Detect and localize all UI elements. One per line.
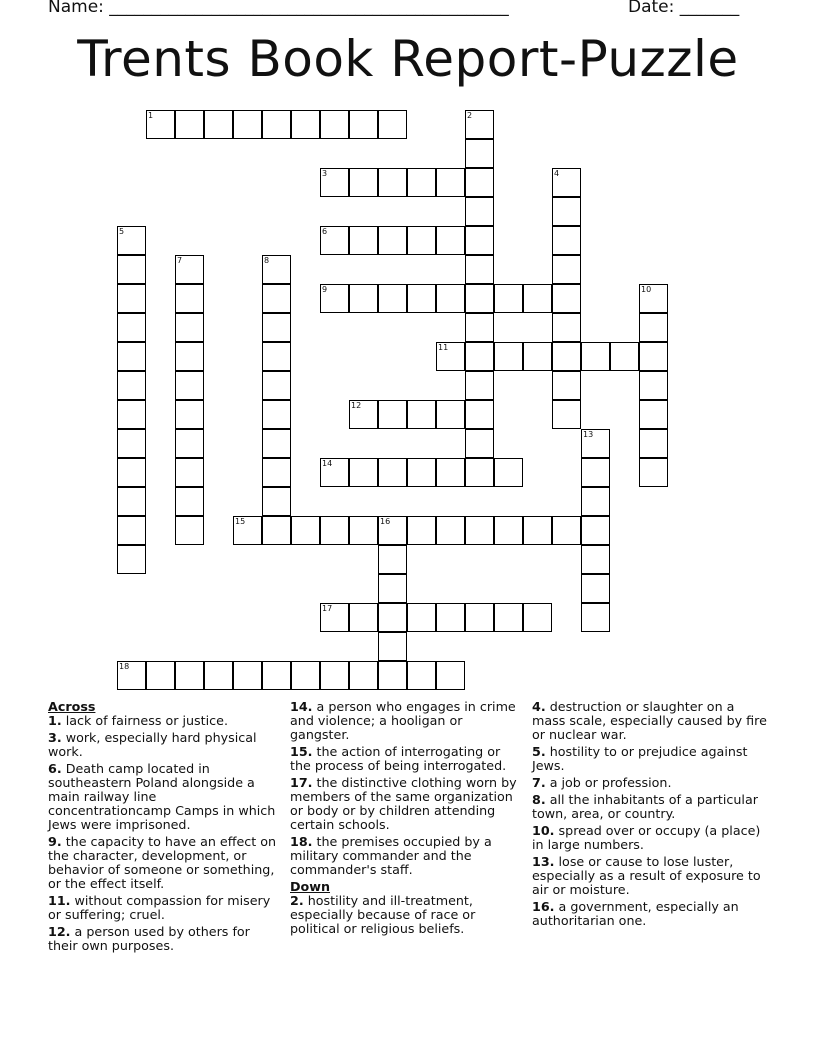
grid-cell[interactable] [378, 284, 407, 313]
grid-cell[interactable] [581, 429, 610, 458]
grid-cell[interactable] [378, 632, 407, 661]
grid-cell[interactable] [204, 661, 233, 690]
clue-number: 4. [532, 699, 546, 714]
grid-cell[interactable] [494, 284, 523, 313]
clue-column-3 [532, 700, 767, 931]
clue-across-17 [290, 776, 522, 832]
clue-text: destruction or slaughter on a mass scale, especially caused by fire or nuclear war. [532, 699, 767, 742]
clue-number: 1. [48, 713, 62, 728]
grid-cell[interactable] [175, 371, 204, 400]
grid-cell[interactable] [320, 458, 349, 487]
cell-number: 15 [235, 517, 246, 526]
grid-cell[interactable] [320, 168, 349, 197]
cell-number: 16 [380, 517, 391, 526]
grid-cell[interactable] [117, 458, 146, 487]
grid-cell[interactable] [552, 226, 581, 255]
grid-cell[interactable] [465, 342, 494, 371]
grid-cell[interactable] [494, 603, 523, 632]
cell-number: 8 [264, 256, 270, 265]
grid-cell[interactable] [407, 603, 436, 632]
grid-cell[interactable] [581, 458, 610, 487]
grid-cell[interactable] [262, 110, 291, 139]
clue-number: 12. [48, 924, 71, 939]
cell-number: 14 [322, 459, 333, 468]
grid-cell[interactable] [407, 661, 436, 690]
grid-cell[interactable] [436, 516, 465, 545]
clue-text: a job or profession. [549, 775, 672, 790]
clue-down-13 [532, 855, 767, 897]
grid-cell[interactable] [523, 342, 552, 371]
grid-cell[interactable] [262, 284, 291, 313]
grid-cell[interactable] [465, 429, 494, 458]
clue-across-1 [48, 714, 280, 728]
clue-across-15 [290, 745, 522, 773]
grid-cell[interactable] [465, 603, 494, 632]
clue-across-6 [48, 762, 280, 832]
clue-text: hostility and ill-treatment, especially because of race or political or religious beliefs. [290, 893, 476, 936]
grid-cell[interactable] [262, 429, 291, 458]
down-heading: Down [290, 879, 331, 894]
grid-cell[interactable] [175, 110, 204, 139]
grid-cell[interactable] [465, 313, 494, 342]
grid-cell[interactable] [378, 603, 407, 632]
clue-down-5 [532, 745, 767, 773]
clue-number: 17. [290, 775, 313, 790]
grid-cell[interactable] [320, 661, 349, 690]
grid-cell[interactable] [291, 516, 320, 545]
grid-cell[interactable] [378, 458, 407, 487]
cell-number: 3 [322, 169, 328, 178]
name-field-label: Name: _______________________________________________ [48, 0, 509, 17]
clue-text: the premises occupied by a military commander and the commander's staff. [290, 834, 492, 877]
clue-text: a person used by others for their own purposes. [48, 924, 250, 953]
grid-cell[interactable] [407, 226, 436, 255]
clue-number: 9. [48, 834, 62, 849]
grid-cell[interactable] [639, 429, 668, 458]
grid-cell[interactable] [465, 371, 494, 400]
clue-number: 14. [290, 699, 313, 714]
grid-cell[interactable] [639, 342, 668, 371]
grid-cell[interactable] [117, 429, 146, 458]
grid-cell[interactable] [581, 487, 610, 516]
clue-down-4 [532, 700, 767, 742]
grid-cell[interactable] [175, 284, 204, 313]
grid-cell[interactable] [465, 458, 494, 487]
grid-cell[interactable] [175, 400, 204, 429]
grid-cell[interactable] [175, 313, 204, 342]
grid-cell[interactable] [581, 603, 610, 632]
grid-cell[interactable] [552, 284, 581, 313]
grid-cell[interactable] [552, 313, 581, 342]
cell-number: 11 [438, 343, 449, 352]
grid-cell[interactable] [465, 400, 494, 429]
cell-number: 18 [119, 662, 130, 671]
grid-cell[interactable] [262, 255, 291, 284]
clue-down-16 [532, 900, 767, 928]
clue-down-2 [290, 894, 522, 936]
grid-cell[interactable] [465, 255, 494, 284]
grid-cell[interactable] [320, 284, 349, 313]
clue-number: 18. [290, 834, 313, 849]
grid-cell[interactable] [117, 226, 146, 255]
grid-cell[interactable] [378, 168, 407, 197]
grid-cell[interactable] [523, 603, 552, 632]
grid-cell[interactable] [465, 516, 494, 545]
cell-number: 5 [119, 227, 125, 236]
grid-cell[interactable] [320, 603, 349, 632]
clue-text: lack of fairness or justice. [65, 713, 228, 728]
cell-number: 17 [322, 604, 333, 613]
clue-down-8 [532, 793, 767, 821]
grid-cell[interactable] [117, 661, 146, 690]
grid-cell[interactable] [378, 400, 407, 429]
clue-text: the capacity to have an effect on the character, development, or behavior of someone or something, or the effect itself. [48, 834, 277, 891]
grid-cell[interactable] [146, 110, 175, 139]
grid-cell[interactable] [494, 458, 523, 487]
grid-cell[interactable] [175, 458, 204, 487]
cell-number: 4 [554, 169, 560, 178]
grid-cell[interactable] [262, 458, 291, 487]
grid-cell[interactable] [349, 661, 378, 690]
grid-cell[interactable] [581, 574, 610, 603]
grid-cell[interactable] [436, 603, 465, 632]
grid-cell[interactable] [407, 284, 436, 313]
clue-down-7 [532, 776, 767, 790]
cell-number: 2 [467, 111, 473, 120]
clue-text: a government, especially an authoritarian one. [532, 899, 739, 928]
grid-cell[interactable] [291, 110, 320, 139]
grid-cell[interactable] [146, 661, 175, 690]
cell-number: 13 [583, 430, 594, 439]
grid-cell[interactable] [262, 661, 291, 690]
grid-cell[interactable] [639, 371, 668, 400]
grid-cell[interactable] [436, 661, 465, 690]
grid-cell[interactable] [407, 458, 436, 487]
clue-text: spread over or occupy (a place) in large numbers. [532, 823, 761, 852]
grid-cell[interactable] [349, 168, 378, 197]
grid-cell[interactable] [117, 487, 146, 516]
grid-cell[interactable] [378, 110, 407, 139]
clue-number: 3. [48, 730, 62, 745]
page-title: Trents Book Report-Puzzle [77, 30, 739, 88]
grid-cell[interactable] [552, 255, 581, 284]
grid-cell[interactable] [117, 255, 146, 284]
grid-cell[interactable] [117, 284, 146, 313]
grid-cell[interactable] [436, 226, 465, 255]
clue-text: a person who engages in crime and violence; a hooligan or gangster. [290, 699, 516, 742]
grid-cell[interactable] [552, 371, 581, 400]
grid-cell[interactable] [523, 516, 552, 545]
cell-number: 9 [322, 285, 328, 294]
grid-cell[interactable] [465, 168, 494, 197]
grid-cell[interactable] [233, 661, 262, 690]
clue-column-2 [290, 700, 522, 939]
grid-cell[interactable] [320, 226, 349, 255]
grid-cell[interactable] [204, 110, 233, 139]
grid-cell[interactable] [262, 487, 291, 516]
grid-cell[interactable] [175, 516, 204, 545]
clue-number: 7. [532, 775, 546, 790]
grid-cell[interactable] [349, 603, 378, 632]
grid-cell[interactable] [465, 110, 494, 139]
clue-text: the distinctive clothing worn by members of the same organization or body or by children attending certain schools. [290, 775, 517, 832]
grid-cell[interactable] [436, 168, 465, 197]
clue-text: hostility to or prejudice against Jews. [532, 744, 748, 773]
grid-cell[interactable] [407, 400, 436, 429]
grid-cell[interactable] [175, 661, 204, 690]
grid-cell[interactable] [436, 342, 465, 371]
grid-cell[interactable] [465, 226, 494, 255]
grid-cell[interactable] [552, 516, 581, 545]
grid-cell[interactable] [349, 284, 378, 313]
clue-text: the action of interrogating or the process of being interrogated. [290, 744, 507, 773]
clue-text: without compassion for misery or suffering; cruel. [48, 893, 271, 922]
grid-cell[interactable] [262, 400, 291, 429]
clue-text: work, especially hard physical work. [48, 730, 257, 759]
grid-cell[interactable] [378, 545, 407, 574]
clue-across-9 [48, 835, 280, 891]
grid-cell[interactable] [117, 313, 146, 342]
clue-number: 6. [48, 761, 62, 776]
grid-cell[interactable] [175, 429, 204, 458]
clue-number: 5. [532, 744, 546, 759]
clue-across-3 [48, 731, 280, 759]
grid-cell[interactable] [639, 284, 668, 313]
grid-cell[interactable] [262, 371, 291, 400]
grid-cell[interactable] [552, 197, 581, 226]
clue-number: 8. [532, 792, 546, 807]
grid-cell[interactable] [175, 255, 204, 284]
date-field-label: Date: _______ [628, 0, 740, 17]
grid-cell[interactable] [581, 545, 610, 574]
grid-cell[interactable] [349, 400, 378, 429]
grid-cell[interactable] [175, 487, 204, 516]
grid-cell[interactable] [552, 400, 581, 429]
grid-cell[interactable] [117, 400, 146, 429]
grid-cell[interactable] [117, 342, 146, 371]
grid-cell[interactable] [494, 342, 523, 371]
clue-text: all the inhabitants of a particular town, area, or country. [532, 792, 758, 821]
grid-cell[interactable] [378, 661, 407, 690]
clue-number: 2. [290, 893, 304, 908]
grid-cell[interactable] [639, 400, 668, 429]
grid-cell[interactable] [378, 574, 407, 603]
clue-down-10 [532, 824, 767, 852]
grid-cell[interactable] [436, 284, 465, 313]
grid-cell[interactable] [262, 516, 291, 545]
grid-cell[interactable] [639, 458, 668, 487]
grid-cell[interactable] [320, 110, 349, 139]
grid-cell[interactable] [117, 545, 146, 574]
clue-across-11 [48, 894, 280, 922]
grid-cell[interactable] [349, 516, 378, 545]
clue-number: 10. [532, 823, 555, 838]
grid-cell[interactable] [233, 110, 262, 139]
cell-number: 1 [148, 111, 154, 120]
grid-cell[interactable] [639, 313, 668, 342]
grid-cell[interactable] [349, 458, 378, 487]
clue-text: lose or cause to lose luster, especially as a result of exposure to air or moisture. [532, 854, 761, 897]
cell-number: 6 [322, 227, 328, 236]
grid-cell[interactable] [349, 226, 378, 255]
clue-across-18 [290, 835, 522, 877]
grid-cell[interactable] [552, 342, 581, 371]
grid-cell[interactable] [378, 226, 407, 255]
grid-cell[interactable] [581, 342, 610, 371]
grid-cell[interactable] [378, 516, 407, 545]
grid-cell[interactable] [407, 516, 436, 545]
grid-cell[interactable] [320, 516, 349, 545]
clue-text: Death camp located in southeastern Poland alongside a main railway line concentrationcamp Camps in which Jews were imprisoned. [48, 761, 276, 832]
grid-cell[interactable] [465, 139, 494, 168]
clue-across-12 [48, 925, 280, 953]
grid-cell[interactable] [610, 342, 639, 371]
clue-number: 15. [290, 744, 313, 759]
clue-number: 13. [532, 854, 555, 869]
grid-cell[interactable] [117, 516, 146, 545]
grid-cell[interactable] [465, 284, 494, 313]
grid-cell[interactable] [465, 197, 494, 226]
grid-cell[interactable] [262, 342, 291, 371]
cell-number: 10 [641, 285, 652, 294]
clue-column-1 [48, 700, 280, 956]
grid-cell[interactable] [581, 516, 610, 545]
grid-cell[interactable] [349, 110, 378, 139]
clue-number: 16. [532, 899, 555, 914]
grid-cell[interactable] [436, 458, 465, 487]
cell-number: 7 [177, 256, 183, 265]
grid-cell[interactable] [552, 168, 581, 197]
grid-cell[interactable] [436, 400, 465, 429]
clue-across-14 [290, 700, 522, 742]
grid-cell[interactable] [523, 284, 552, 313]
grid-cell[interactable] [494, 516, 523, 545]
grid-cell[interactable] [233, 516, 262, 545]
grid-cell[interactable] [262, 313, 291, 342]
grid-cell[interactable] [407, 168, 436, 197]
grid-cell[interactable] [117, 371, 146, 400]
cell-number: 12 [351, 401, 362, 410]
clue-number: 11. [48, 893, 71, 908]
across-heading: Across [48, 699, 96, 714]
grid-cell[interactable] [291, 661, 320, 690]
grid-cell[interactable] [175, 342, 204, 371]
